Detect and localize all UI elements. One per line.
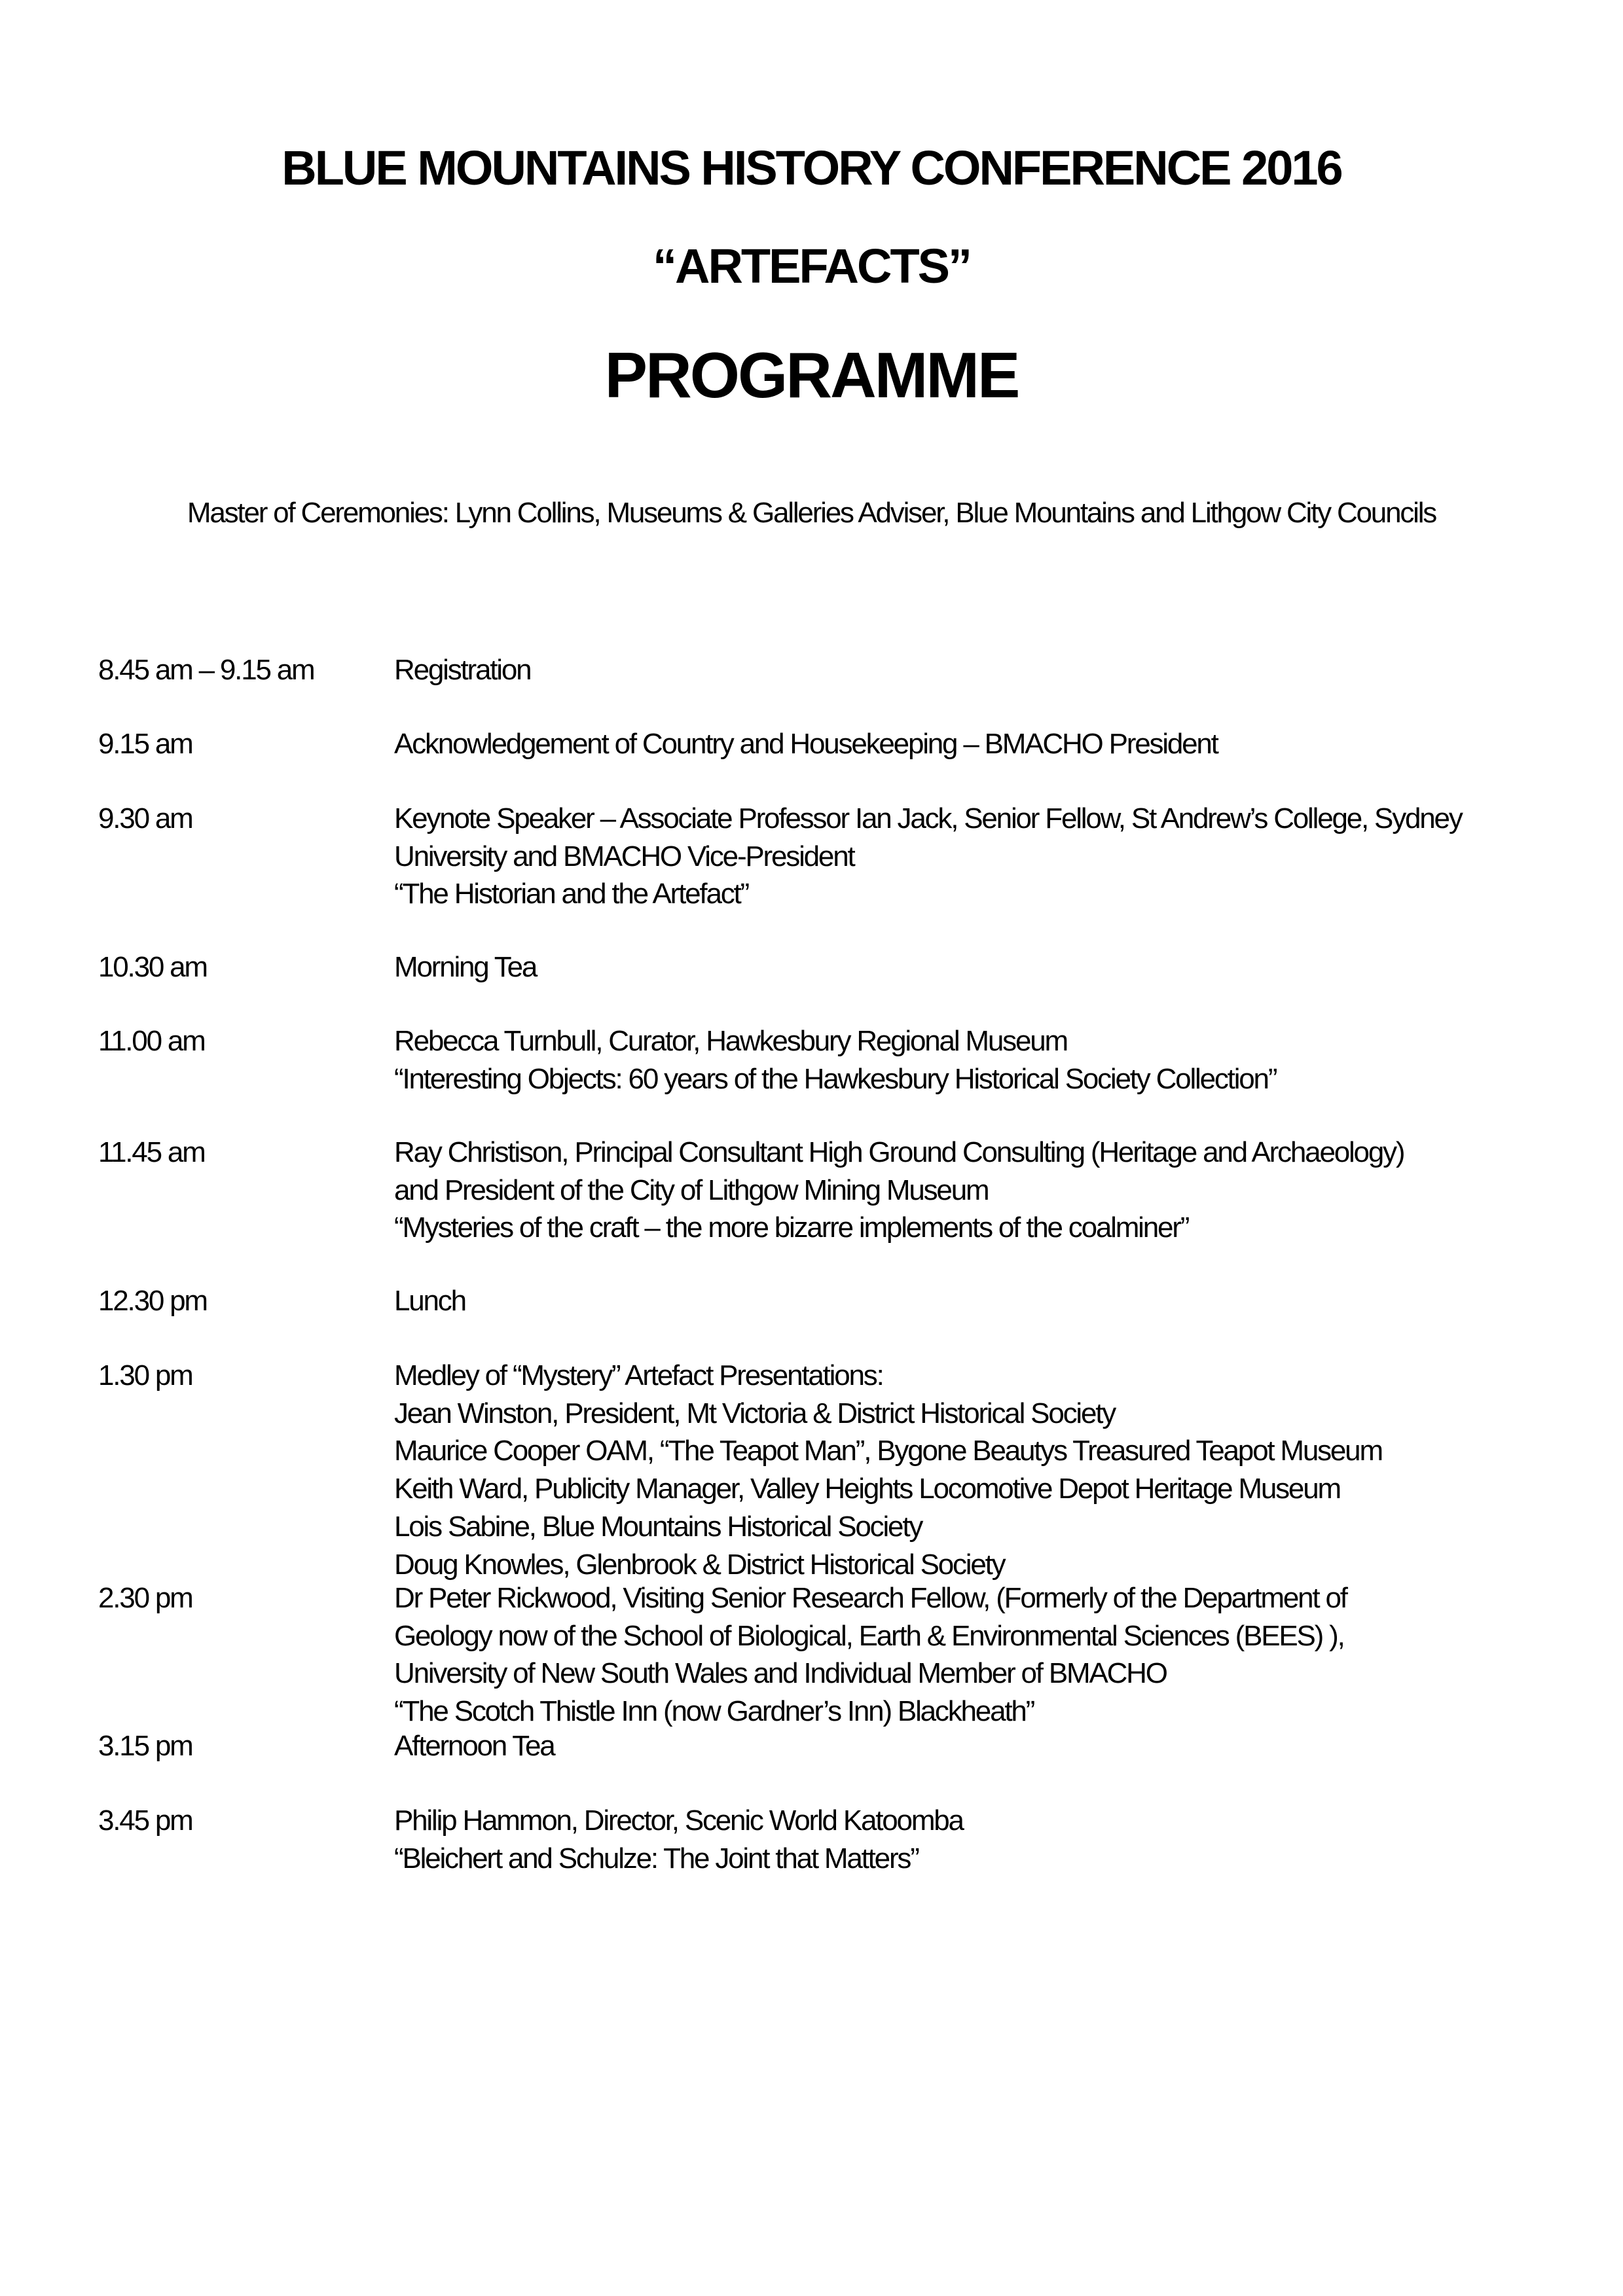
- schedule-description-line: University of New South Wales and Individual Member of BMACHO: [394, 1657, 1167, 1690]
- schedule-time: 2.30 pm: [98, 1582, 192, 1614]
- conference-title: BLUE MOUNTAINS HISTORY CONFERENCE 2016: [282, 141, 1341, 195]
- schedule-row: [98, 1727, 1565, 1765]
- schedule-description-line: Registration: [394, 654, 531, 686]
- schedule-row: [98, 725, 1565, 763]
- schedule-description-line: “Interesting Objects: 60 years of the Hawkesbury Historical Society Collection”: [394, 1062, 1277, 1095]
- schedule-time: 11.45 am: [98, 1136, 205, 1168]
- schedule-description-line: University and BMACHO Vice-President: [394, 840, 854, 872]
- schedule-description-line: “The Scotch Thistle Inn (now Gardner’s Inn) Blackheath”: [394, 1695, 1034, 1728]
- schedule-description-line: Lois Sabine, Blue Mountains Historical Society: [394, 1510, 922, 1543]
- schedule-description: [394, 1282, 1565, 1320]
- schedule-description: [394, 1134, 1565, 1247]
- schedule-description-line: Jean Winston, President, Mt Victoria & District Historical Society: [394, 1397, 1116, 1429]
- conference-theme: “ARTEFACTS”: [653, 239, 970, 293]
- schedule-time: 8.45 am – 9.15 am: [98, 654, 314, 686]
- schedule-description-line: Afternoon Tea: [394, 1730, 555, 1762]
- schedule-description-line: Dr Peter Rickwood, Visiting Senior Research Fellow, (Formerly of the Department of: [394, 1582, 1347, 1614]
- schedule-description-line: “The Historian and the Artefact”: [394, 878, 749, 910]
- schedule-description-line: Geology now of the School of Biological, Earth & Environmental Sciences (BEES) ),: [394, 1619, 1344, 1652]
- schedule-description-line: Rebecca Turnbull, Curator, Hawkesbury Regional Museum: [394, 1025, 1067, 1057]
- schedule-time: 12.30 pm: [98, 1285, 207, 1317]
- schedule-row: [98, 1022, 1565, 1098]
- schedule-time: 1.30 pm: [98, 1359, 192, 1391]
- programme-heading: PROGRAMME: [604, 339, 1019, 411]
- schedule-row: [98, 651, 1565, 689]
- schedule-row: [98, 1579, 1565, 1731]
- schedule-row: [98, 800, 1565, 913]
- schedule-row: [98, 1802, 1565, 1877]
- schedule-row: [98, 1357, 1565, 1583]
- schedule-description-line: “Mysteries of the craft – the more bizarre implements of the coalminer”: [394, 1211, 1189, 1244]
- schedule-description-line: Morning Tea: [394, 951, 537, 983]
- schedule-description-line: Philip Hammon, Director, Scenic World Katoomba: [394, 1804, 963, 1837]
- schedule-time: 3.45 pm: [98, 1804, 192, 1837]
- schedule-description-line: Ray Christison, Principal Consultant High Ground Consulting (Heritage and Archaeology): [394, 1136, 1404, 1168]
- schedule-description-line: Keith Ward, Publicity Manager, Valley Heights Locomotive Depot Heritage Museum: [394, 1473, 1340, 1505]
- schedule-description: [394, 1727, 1565, 1765]
- schedule-description-line: Maurice Cooper OAM, “The Teapot Man”, Bygone Beautys Treasured Teapot Museum: [394, 1435, 1382, 1467]
- schedule-description: [394, 1357, 1565, 1583]
- schedule-description: [394, 800, 1565, 913]
- schedule-description: [394, 948, 1565, 986]
- schedule-description: [394, 1579, 1565, 1731]
- schedule-row: [98, 1282, 1565, 1320]
- schedule-description: [394, 725, 1565, 763]
- schedule-description-line: Doug Knowles, Glenbrook & District Historical Society: [394, 1548, 1005, 1581]
- schedule-row: [98, 948, 1565, 986]
- schedule-description: [394, 1802, 1565, 1877]
- schedule-description-line: Medley of “Mystery” Artefact Presentations:: [394, 1359, 883, 1391]
- schedule-time: 11.00 am: [98, 1025, 205, 1057]
- master-of-ceremonies: Master of Ceremonies: Lynn Collins, Museums & Galleries Adviser, Blue Mountains and Lithgow City Councils: [187, 497, 1436, 529]
- schedule-description-line: and President of the City of Lithgow Mining Museum: [394, 1174, 989, 1206]
- schedule-description: [394, 651, 1565, 689]
- schedule-description-line: “Bleichert and Schulze: The Joint that Matters”: [394, 1842, 919, 1874]
- schedule-row: [98, 1134, 1565, 1247]
- schedule-description-line: Lunch: [394, 1285, 465, 1317]
- schedule-time: 9.30 am: [98, 802, 192, 834]
- schedule-description-line: Acknowledgement of Country and Housekeeping – BMACHO President: [394, 728, 1218, 760]
- schedule-description-line: Keynote Speaker – Associate Professor Ian Jack, Senior Fellow, St Andrew’s College, Sydney: [394, 802, 1462, 834]
- schedule-time: 9.15 am: [98, 728, 192, 760]
- schedule-time: 3.15 pm: [98, 1730, 192, 1762]
- schedule-time: 10.30 am: [98, 951, 207, 983]
- schedule-description: [394, 1022, 1565, 1098]
